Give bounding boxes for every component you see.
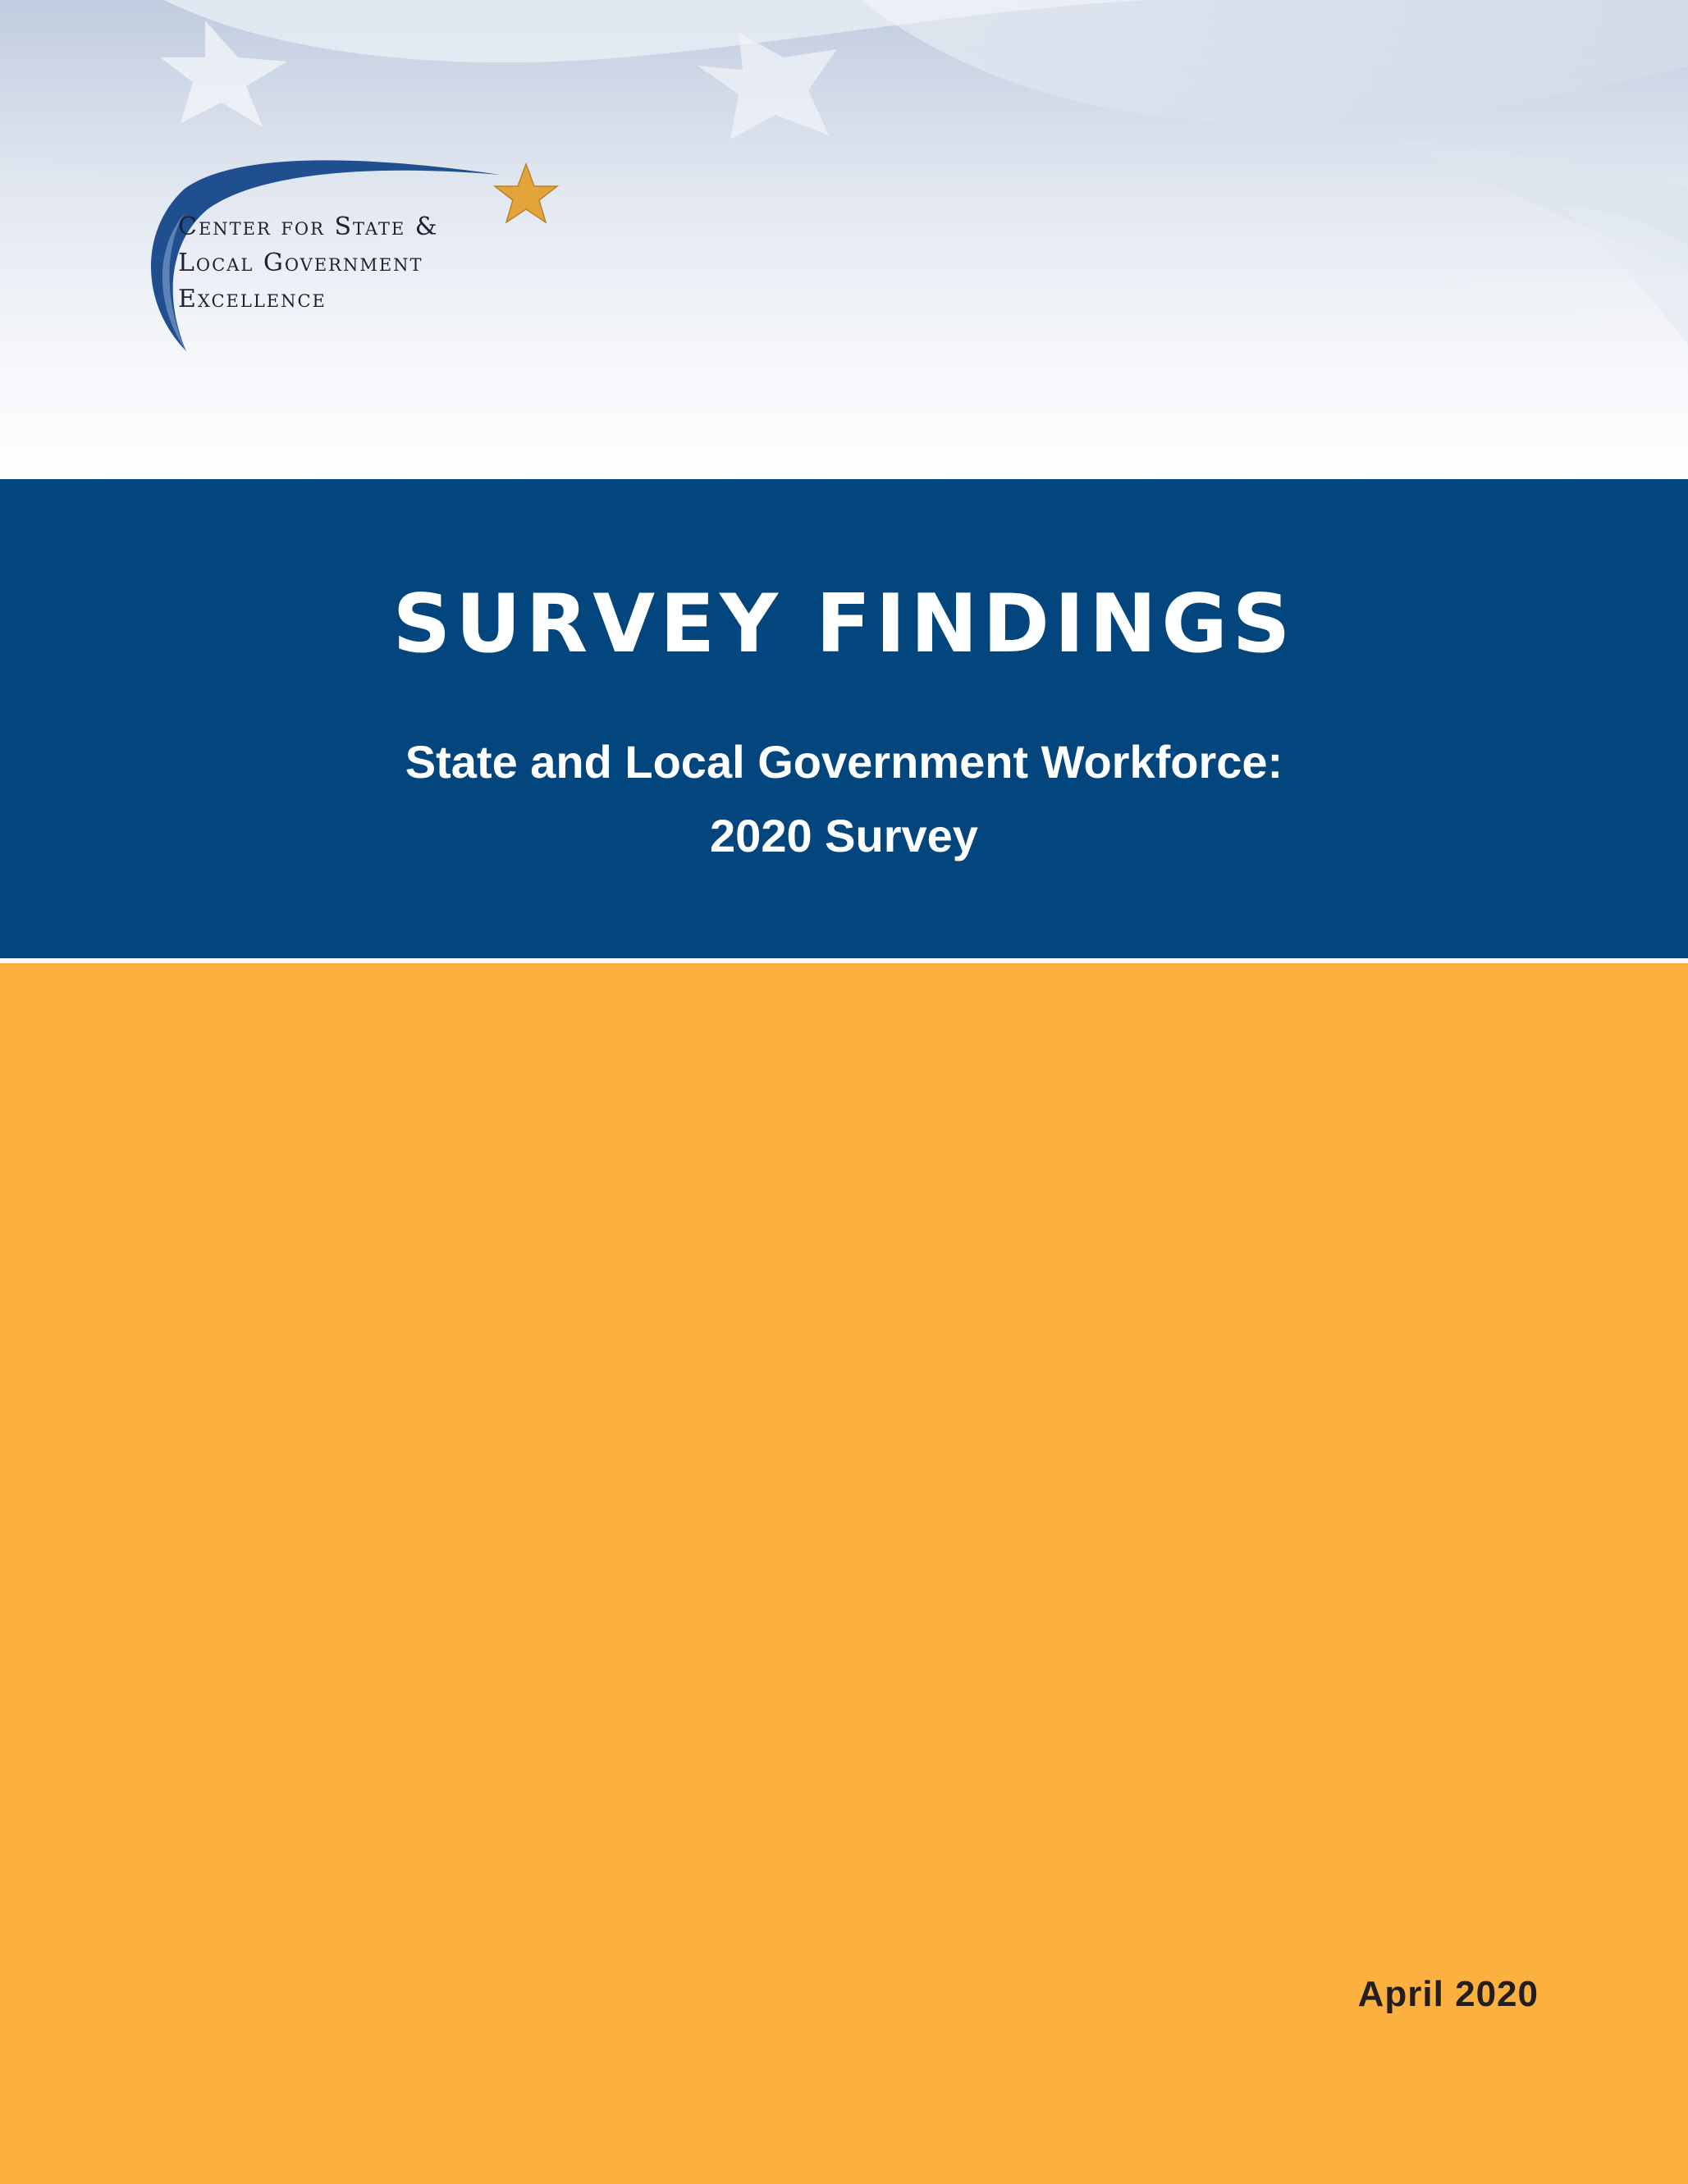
subtitle-line-1: State and Local Government Workforce: (405, 736, 1283, 788)
orange-panel (0, 963, 1688, 2184)
flag-background (0, 0, 1688, 479)
publication-date: April 2020 (1357, 1974, 1539, 2014)
logo-line-2: Local Government (178, 249, 423, 277)
organization-logo (135, 152, 562, 365)
page-subtitle (0, 725, 1688, 873)
logo-star-icon (495, 164, 557, 222)
logo-line-3: Excellence (178, 285, 327, 313)
title-band (0, 479, 1688, 958)
logo-wordmark (178, 209, 438, 318)
logo-line-1: Center for State & (178, 212, 439, 241)
page-title: SURVEY FINDINGS (392, 578, 1296, 671)
subtitle-line-2: 2020 Survey (710, 810, 978, 861)
